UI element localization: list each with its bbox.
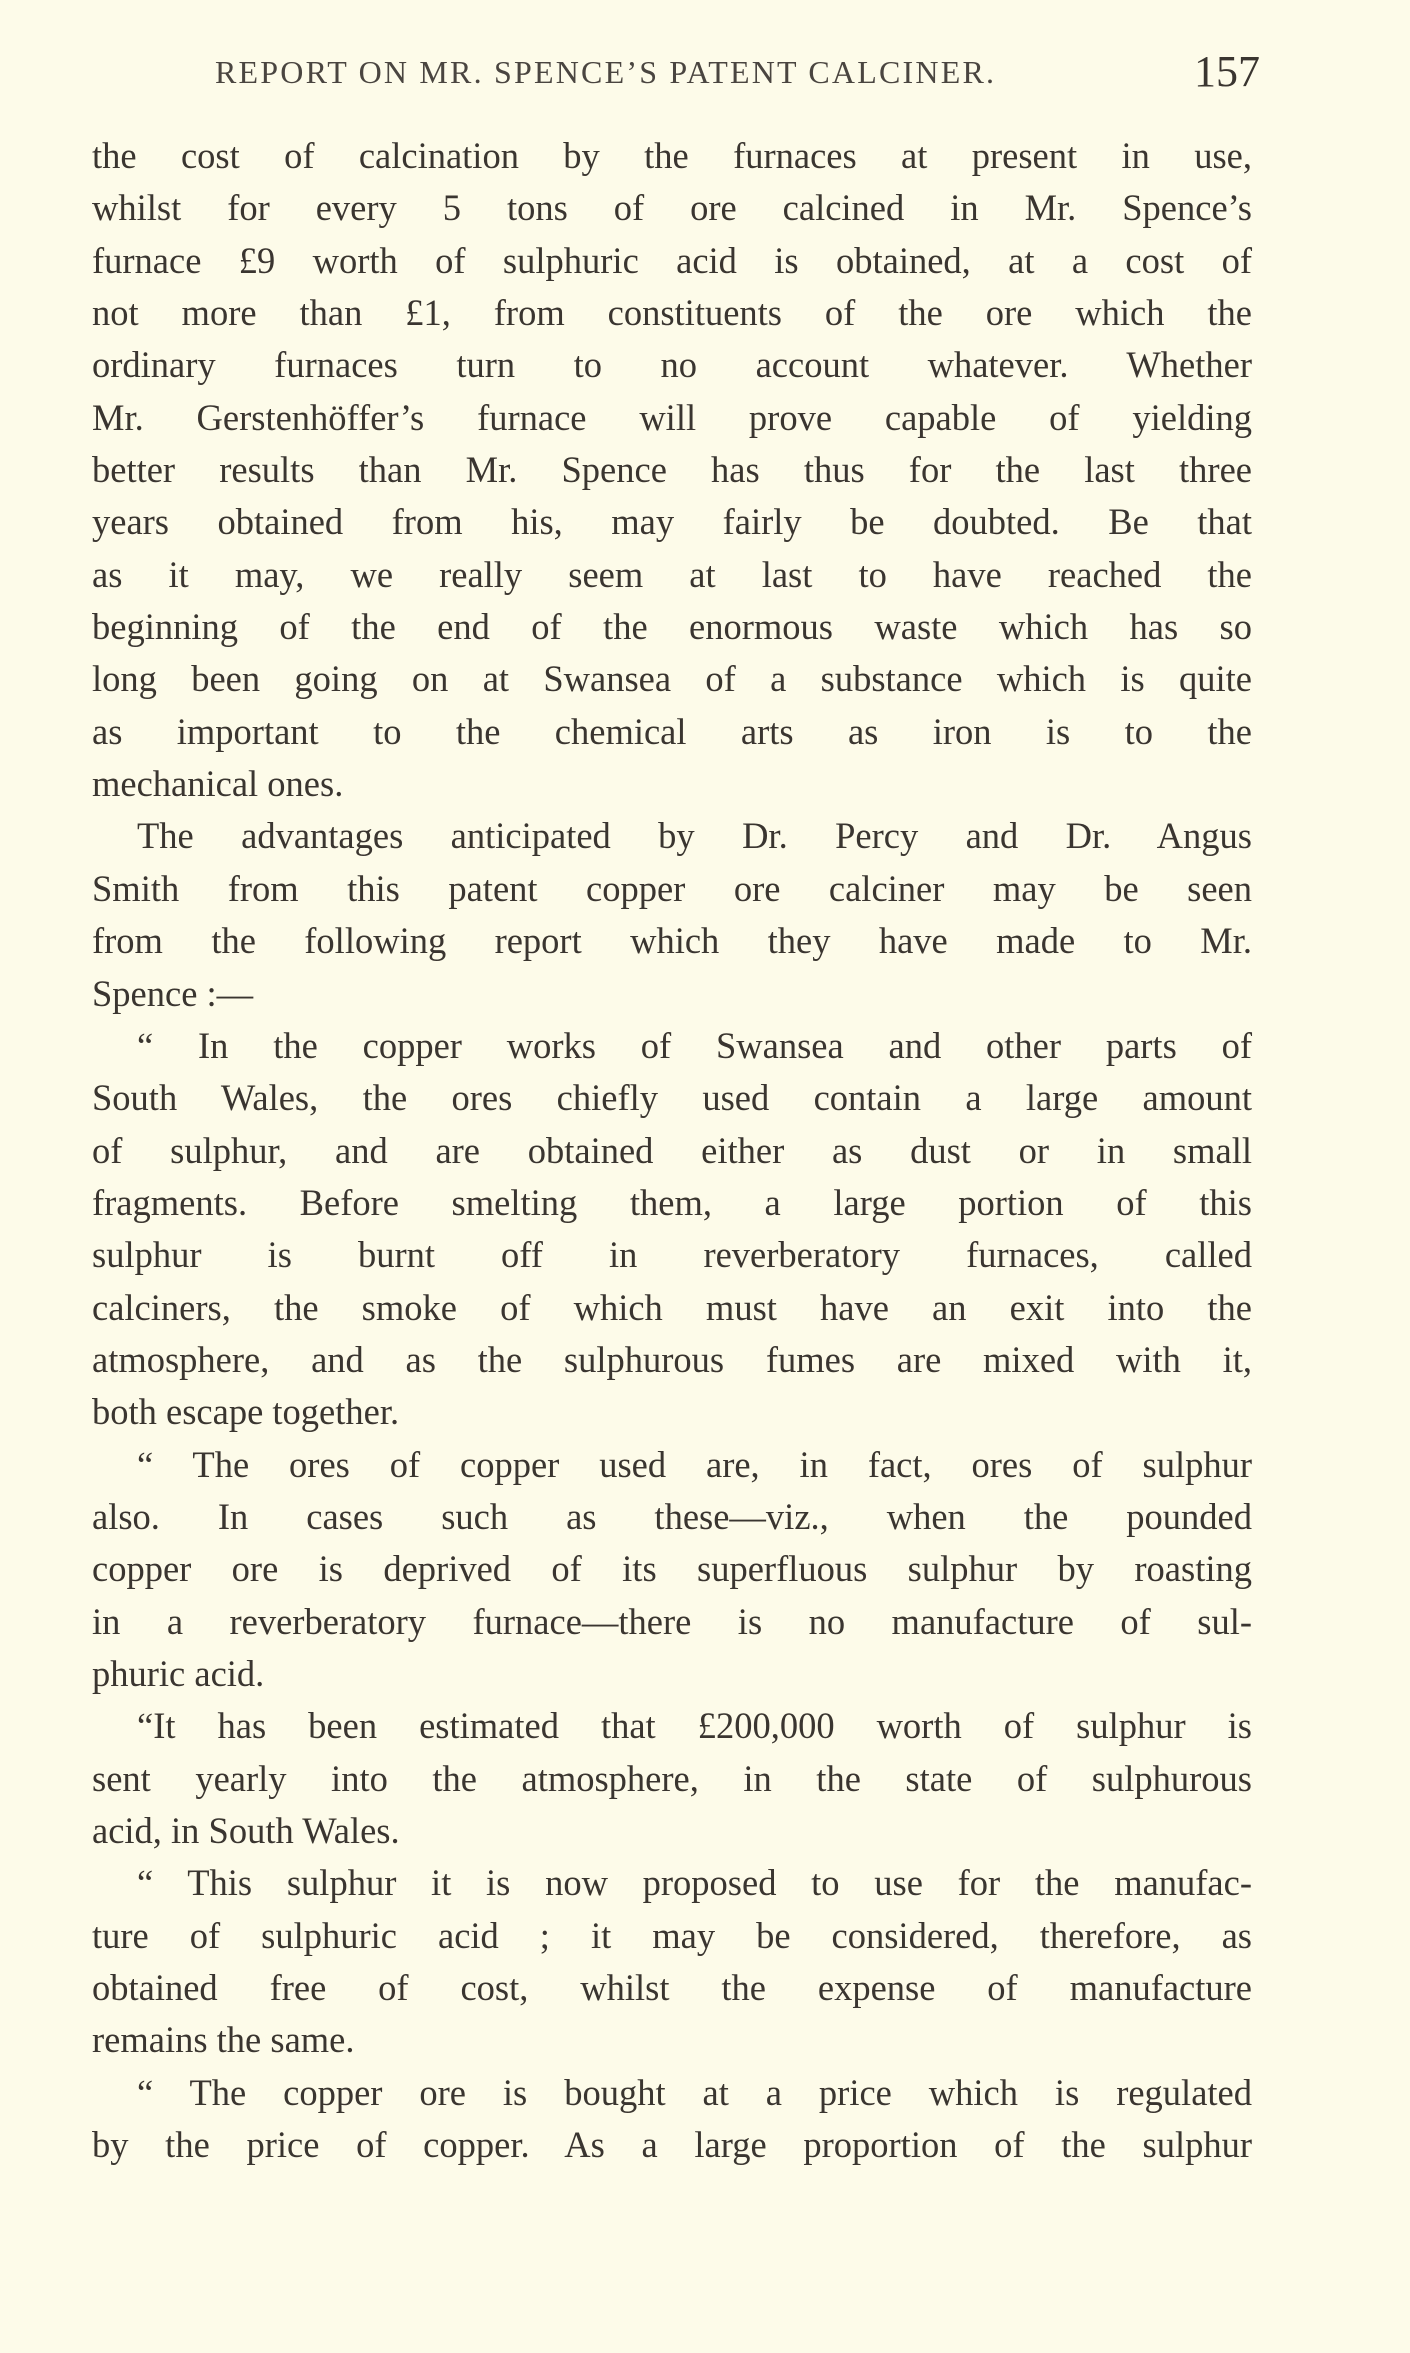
text-line: South Wales, the ores chiefly used contain a large amount bbox=[92, 1077, 1252, 1119]
text-line: years obtained from his, may fairly be doubted. Be that bbox=[92, 501, 1252, 543]
text-line: both escape together. bbox=[92, 1391, 400, 1433]
text-line: The advantages anticipated by Dr. Percy and Dr. Angus bbox=[137, 815, 1252, 857]
text-line: sent yearly into the atmosphere, in the state of sulphurous bbox=[92, 1757, 1252, 1799]
text-line: of sulphur, and are obtained either as dust or in small bbox=[92, 1129, 1252, 1171]
text-line: sulphur is burnt off in reverberatory furnaces, called bbox=[92, 1234, 1252, 1276]
text-line: “ This sulphur it is now proposed to use for the manufac- bbox=[137, 1862, 1252, 1904]
text-line: from the following report which they have made to Mr. bbox=[92, 920, 1252, 962]
text-line: “ The copper ore is bought at a price which is regulated bbox=[137, 2071, 1252, 2113]
text-line: in a reverberatory furnace—there is no manufacture of sul- bbox=[92, 1600, 1252, 1642]
text-line: “It has been estimated that £200,000 worth of sulphur is bbox=[137, 1705, 1252, 1747]
text-line: “ The ores of copper used are, in fact, ores of sulphur bbox=[137, 1443, 1252, 1485]
text-line: obtained free of cost, whilst the expense of manufacture bbox=[92, 1967, 1252, 2009]
text-line: the cost of calcination by the furnaces at present in use, bbox=[92, 135, 1252, 176]
body-text bbox=[92, 130, 1252, 2171]
text-line: beginning of the end of the enormous waste which has so bbox=[92, 606, 1252, 648]
text-line: calciners, the smoke of which must have an exit into the bbox=[92, 1286, 1252, 1328]
text-line: whilst for every 5 tons of ore calcined in Mr. Spence’s bbox=[92, 187, 1252, 229]
text-line: Mr. Gerstenhöffer’s furnace will prove capable of yielding bbox=[92, 396, 1252, 438]
text-line: furnace £9 worth of sulphuric acid is obtained, at a cost of bbox=[92, 239, 1252, 281]
text-line: Spence :— bbox=[92, 972, 254, 1014]
text-line: “ In the copper works of Swansea and other parts of bbox=[137, 1024, 1252, 1066]
text-line: also. In cases such as these—viz., when the pounded bbox=[92, 1495, 1252, 1537]
page-number: 157 bbox=[1194, 47, 1260, 96]
text-line: fragments. Before smelting them, a large portion of this bbox=[92, 1181, 1252, 1223]
text-line: by the price of copper. As a large proportion of the sulphur bbox=[92, 2124, 1252, 2166]
text-line: phuric acid. bbox=[92, 1652, 265, 1694]
text-line: ture of sulphuric acid ; it may be considered, therefore, as bbox=[92, 1914, 1252, 1956]
text-line: as important to the chemical arts as iron is to the bbox=[92, 710, 1252, 752]
text-line: long been going on at Swansea of a substance which is quite bbox=[92, 658, 1252, 700]
text-line: as it may, we really seem at last to have reached the bbox=[92, 553, 1252, 595]
page-header bbox=[215, 42, 1260, 112]
text-line: mechanical ones. bbox=[92, 763, 344, 805]
running-head: REPORT ON MR. SPENCE’S PATENT CALCINER. bbox=[215, 54, 997, 90]
text-line: remains the same. bbox=[92, 2019, 355, 2061]
text-line: copper ore is deprived of its superfluous sulphur by roasting bbox=[92, 1548, 1252, 1590]
text-line: atmosphere, and as the sulphurous fumes are mixed with it, bbox=[92, 1338, 1252, 1380]
text-line: ordinary furnaces turn to no account whatever. Whether bbox=[92, 344, 1252, 386]
text-line: acid, in South Wales. bbox=[92, 1810, 400, 1851]
text-line: better results than Mr. Spence has thus for the last three bbox=[92, 449, 1252, 491]
text-line: Smith from this patent copper ore calciner may be seen bbox=[92, 867, 1252, 909]
text-line: not more than £1, from constituents of the ore which the bbox=[92, 292, 1252, 334]
